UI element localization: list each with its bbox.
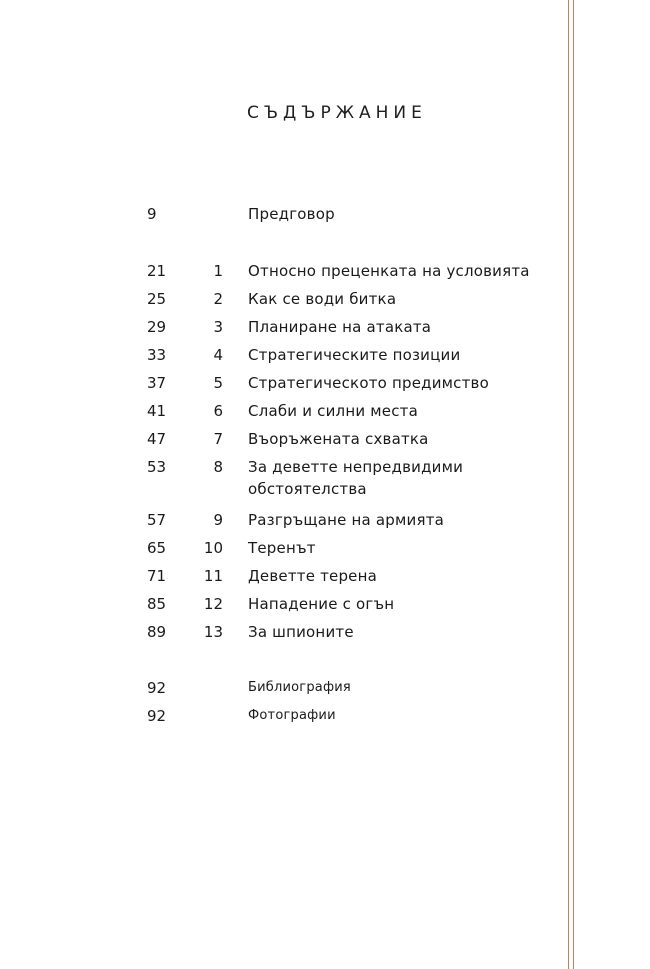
toc-entry-photographs <box>0 705 560 727</box>
toc-entry-chapter-6 <box>0 400 560 422</box>
toc-entry-chapter-7 <box>0 428 560 450</box>
toc-page-number: 65 <box>147 539 167 557</box>
toc-entry-title: Библиография <box>248 680 351 695</box>
toc-page-number: 85 <box>147 595 167 613</box>
toc-entry-title: Фотографии <box>248 708 336 723</box>
toc-entry-chapter-5 <box>0 372 560 394</box>
toc-entry-title: Разгръщане на армията <box>248 511 445 529</box>
toc-chapter-number: 1 <box>213 262 223 280</box>
toc-page-number: 37 <box>147 374 167 392</box>
toc-entry-chapter-4 <box>0 344 560 366</box>
page-title: СЪДЪРЖАНИЕ <box>247 103 427 123</box>
toc-page-number: 21 <box>147 262 167 280</box>
toc-entry-chapter-3 <box>0 316 560 338</box>
toc-page-number: 41 <box>147 402 167 420</box>
toc-entry-title: Стратегическото предимство <box>248 374 489 392</box>
toc-entry-title: Относно преценката на условията <box>248 262 530 280</box>
toc-page-number: 92 <box>147 679 167 697</box>
toc-chapter-number: 5 <box>213 374 223 392</box>
toc-entry-chapter-12 <box>0 593 560 615</box>
toc-entry-chapter-11 <box>0 565 560 587</box>
toc-entry-title: Предговор <box>248 205 335 223</box>
toc-entry-bibliography <box>0 677 560 699</box>
toc-chapter-number: 7 <box>213 430 223 448</box>
toc-entry-chapter-8 <box>0 456 560 498</box>
toc-entry-chapter-9 <box>0 509 560 531</box>
toc-chapter-number: 3 <box>213 318 223 336</box>
toc-chapter-number: 6 <box>213 402 223 420</box>
toc-chapter-number: 8 <box>213 458 223 476</box>
toc-entry-chapter-2 <box>0 288 560 310</box>
toc-entry-title: Въоръжената схватка <box>248 430 429 448</box>
toc-entry-title: За шпионите <box>248 623 354 641</box>
toc-entry-title: Стратегическите позиции <box>248 346 461 364</box>
toc-chapter-number: 2 <box>213 290 223 308</box>
toc-entry-preface <box>0 203 560 225</box>
toc-chapter-number: 12 <box>203 595 223 613</box>
toc-page-number: 25 <box>147 290 167 308</box>
toc-page-number: 53 <box>147 458 167 476</box>
toc-page-number: 29 <box>147 318 167 336</box>
toc-entry-title-continuation: обстоятелства <box>248 480 367 498</box>
toc-page-number: 89 <box>147 623 167 641</box>
toc-chapter-number: 9 <box>213 511 223 529</box>
toc-entry-chapter-13 <box>0 621 560 643</box>
toc-page-number: 33 <box>147 346 167 364</box>
toc-entry-title: Слаби и силни места <box>248 402 418 420</box>
toc-entry-title: Как се води битка <box>248 290 397 308</box>
toc-entry-title: Планиране на атаката <box>248 318 432 336</box>
toc-entry-title: За деветте непредвидими <box>248 458 464 476</box>
toc-page-number: 47 <box>147 430 167 448</box>
toc-chapter-number: 4 <box>213 346 223 364</box>
margin-rule-left <box>568 0 569 969</box>
toc-entry-title: Деветте терена <box>248 567 378 585</box>
toc-entry-chapter-10 <box>0 537 560 559</box>
toc-page-number: 92 <box>147 707 167 725</box>
toc-entry-title: Нападение с огън <box>248 595 395 613</box>
toc-entry-title: Теренът <box>248 539 316 557</box>
toc-entry-chapter-1 <box>0 260 560 282</box>
toc-page-number: 71 <box>147 567 167 585</box>
toc-page-number: 9 <box>147 205 157 223</box>
toc-chapter-number: 10 <box>203 539 223 557</box>
toc-page-number: 57 <box>147 511 167 529</box>
toc-chapter-number: 11 <box>203 567 223 585</box>
margin-rule-right <box>573 0 574 969</box>
toc-chapter-number: 13 <box>203 623 223 641</box>
